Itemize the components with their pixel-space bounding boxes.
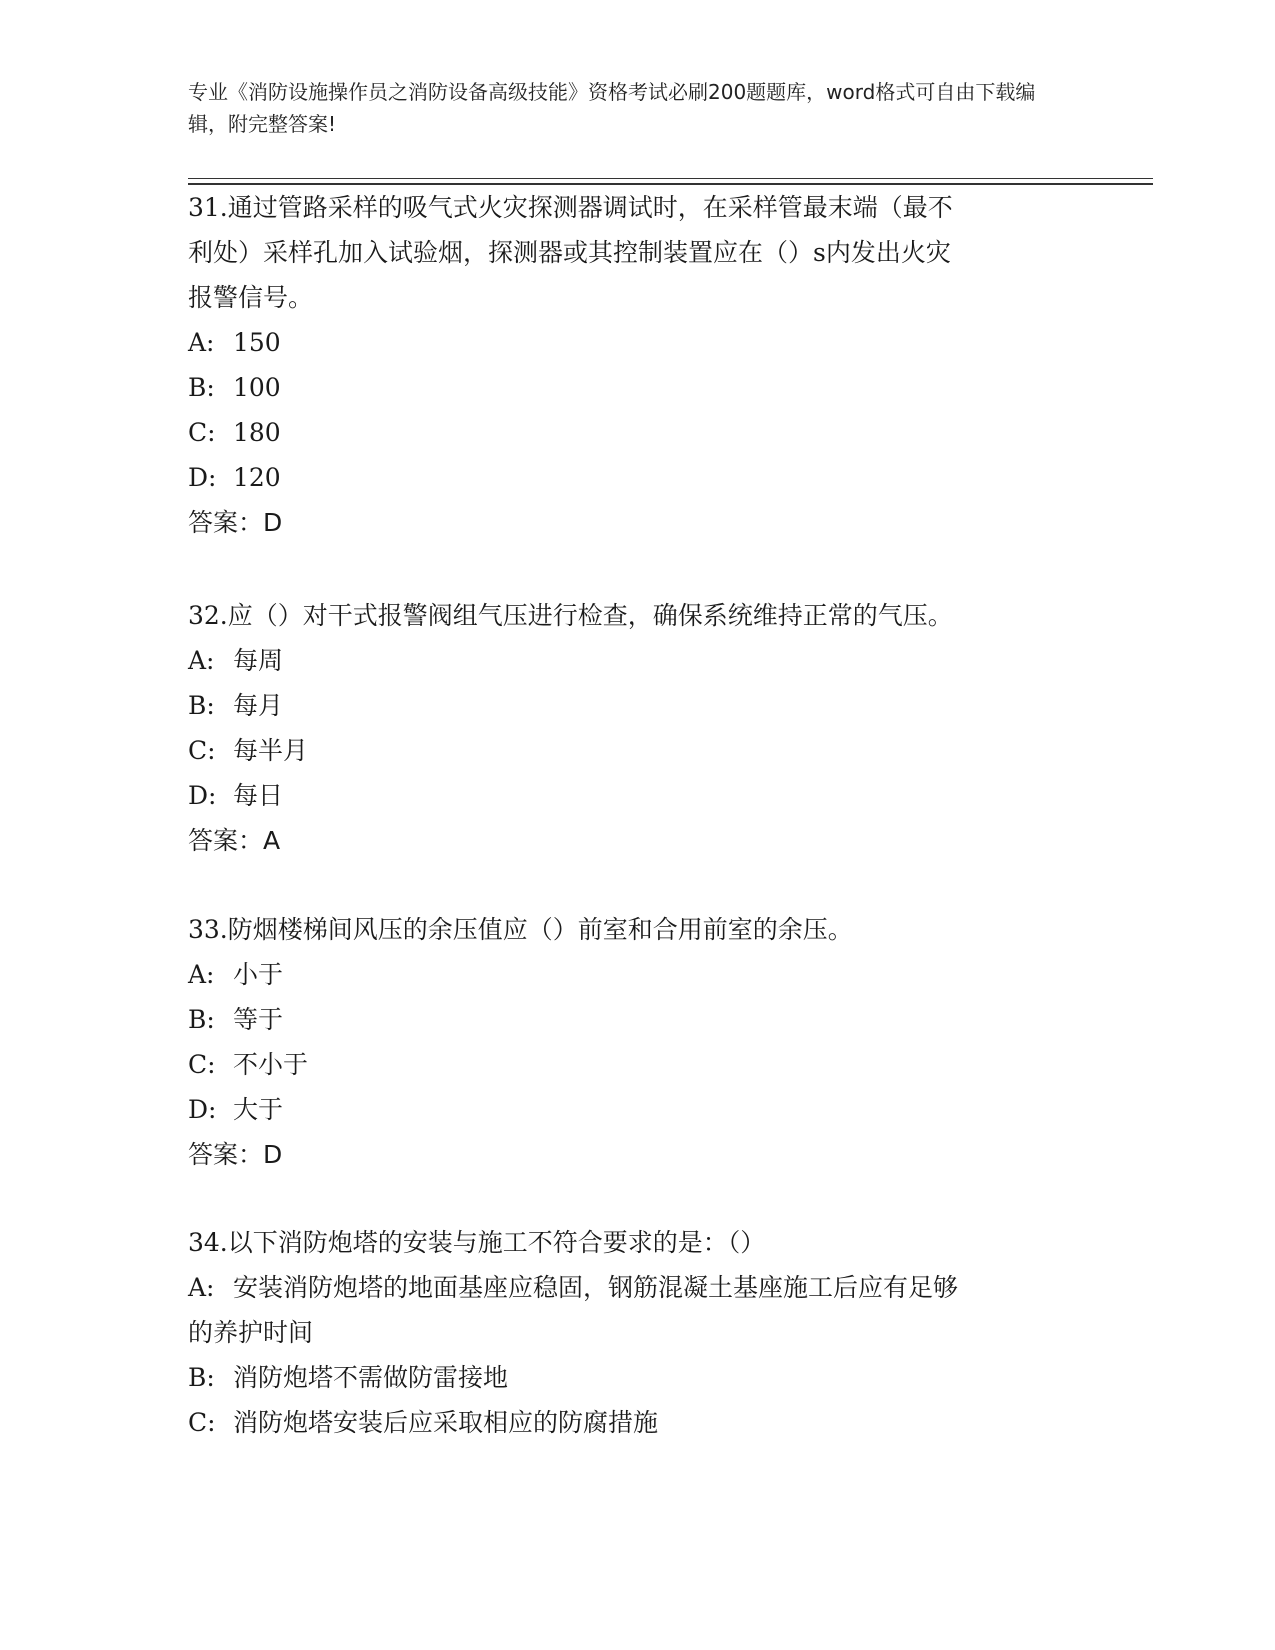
option-letter: A: bbox=[188, 960, 215, 989]
option-b bbox=[188, 683, 1088, 728]
question-stem-line: 报警信号。 bbox=[188, 283, 314, 312]
header-divider-top bbox=[188, 178, 1153, 179]
question-33 bbox=[188, 907, 1088, 1177]
option-text: 消防炮塔安装后应采取相应的防腐措施 bbox=[233, 1408, 659, 1437]
option-letter: D: bbox=[188, 1095, 217, 1124]
option-a bbox=[188, 952, 1088, 997]
question-stem-line: 33.防烟楼梯间风压的余压值应（）前室和合用前室的余压。 bbox=[188, 915, 853, 944]
option-letter: C: bbox=[188, 1408, 216, 1437]
option-text: 每周 bbox=[233, 646, 284, 675]
option-b bbox=[188, 997, 1088, 1042]
option-a bbox=[188, 1265, 1088, 1310]
option-c bbox=[188, 410, 1088, 455]
question-stem-line: 利处）采样孔加入试验烟，探测器或其控制装置应在（）s内发出火灾 bbox=[188, 238, 951, 267]
option-letter: A: bbox=[188, 328, 215, 357]
option-letter: D: bbox=[188, 781, 217, 810]
option-text: 不小于 bbox=[233, 1050, 309, 1079]
answer: 答案：D bbox=[188, 1140, 283, 1169]
option-text: 每月 bbox=[233, 691, 284, 720]
option-text: 安装消防炮塔的地面基座应稳固，钢筋混凝土基座施工后应有足够 bbox=[233, 1273, 959, 1302]
option-text: 180 bbox=[233, 418, 281, 447]
question-stem-line: 32.应（）对干式报警阀组气压进行检查，确保系统维持正常的气压。 bbox=[188, 601, 953, 630]
option-d bbox=[188, 455, 1088, 500]
option-text: 120 bbox=[233, 463, 281, 492]
option-c bbox=[188, 1400, 1088, 1445]
option-b bbox=[188, 365, 1088, 410]
option-c bbox=[188, 728, 1088, 773]
option-letter: C: bbox=[188, 1050, 216, 1079]
option-letter: B: bbox=[188, 691, 215, 720]
option-a-continuation: 的养护时间 bbox=[188, 1318, 314, 1347]
question-34 bbox=[188, 1220, 1088, 1445]
option-text: 大于 bbox=[233, 1095, 284, 1124]
option-text: 100 bbox=[233, 373, 281, 402]
option-letter: B: bbox=[188, 1363, 215, 1392]
option-text: 150 bbox=[233, 328, 281, 357]
option-letter: D: bbox=[188, 463, 217, 492]
answer: 答案：D bbox=[188, 508, 283, 537]
answer: 答案：A bbox=[188, 826, 281, 855]
option-letter: B: bbox=[188, 1005, 215, 1034]
option-text: 等于 bbox=[233, 1005, 284, 1034]
option-letter: A: bbox=[188, 1273, 215, 1302]
document-header: 专业《消防设施操作员之消防设备高级技能》资格考试必刷200题题库，word格式可自由下载编辑，附完整答案! bbox=[188, 80, 1036, 136]
option-c bbox=[188, 1042, 1088, 1087]
option-d bbox=[188, 1087, 1088, 1132]
option-letter: A: bbox=[188, 646, 215, 675]
option-letter: C: bbox=[188, 418, 216, 447]
option-text: 每日 bbox=[233, 781, 284, 810]
option-letter: C: bbox=[188, 736, 216, 765]
option-letter: B: bbox=[188, 373, 215, 402]
option-text: 消防炮塔不需做防雷接地 bbox=[233, 1363, 509, 1392]
question-stem-line: 34.以下消防炮塔的安装与施工不符合要求的是：（） bbox=[188, 1228, 766, 1257]
option-a bbox=[188, 638, 1088, 683]
question-32 bbox=[188, 593, 1088, 863]
option-text: 小于 bbox=[233, 960, 284, 989]
question-31 bbox=[188, 185, 1088, 545]
question-stem-line: 31.通过管路采样的吸气式火灾探测器调试时，在采样管最末端（最不 bbox=[188, 193, 953, 222]
option-text: 每半月 bbox=[233, 736, 309, 765]
option-a bbox=[188, 320, 1088, 365]
option-d bbox=[188, 773, 1088, 818]
option-b bbox=[188, 1355, 1088, 1400]
